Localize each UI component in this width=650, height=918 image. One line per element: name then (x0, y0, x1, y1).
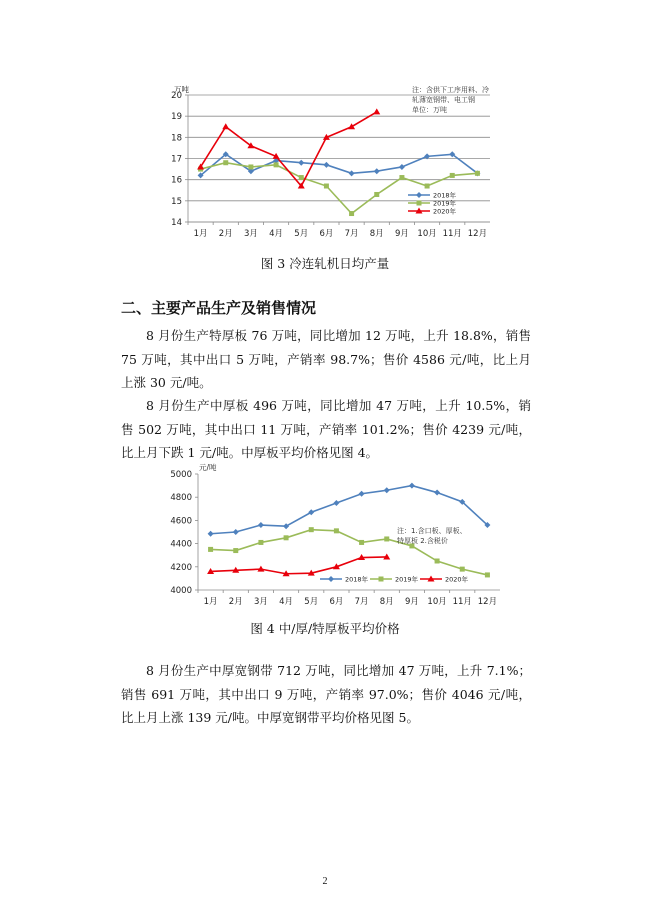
data-point-2018年 (359, 491, 365, 497)
data-point-2018年 (308, 509, 314, 515)
x-tick-label: 3月 (253, 597, 268, 607)
x-tick-label: 10月 (427, 597, 447, 607)
data-point-2019年 (233, 548, 238, 553)
x-tick-label: 1月 (193, 229, 208, 239)
x-tick-label: 8月 (369, 229, 384, 239)
chart-cold-rolling-daily-output (150, 80, 500, 245)
data-point-2019年 (334, 528, 339, 533)
data-point-2020年 (348, 123, 355, 129)
data-point-2018年 (349, 170, 355, 176)
chart-note: 轧薄宽钢带、电工钢 (412, 96, 475, 104)
x-tick-label: 12月 (467, 229, 488, 239)
data-point-2019年 (324, 184, 329, 189)
data-point-2019年 (485, 572, 490, 577)
data-point-2019年 (349, 211, 354, 216)
x-tick-label: 7月 (344, 229, 359, 239)
x-tick-label: 11月 (442, 229, 462, 239)
legend-label: 2019年 (395, 575, 419, 584)
y-tick-label: 4600 (170, 516, 192, 527)
data-point-2019年 (208, 547, 213, 552)
data-point-2018年 (298, 160, 304, 166)
data-point-2018年 (399, 164, 405, 170)
x-tick-label: 4月 (269, 229, 284, 239)
data-point-2019年 (450, 173, 455, 178)
data-point-2019年 (248, 164, 253, 169)
x-tick-label: 11月 (452, 597, 472, 607)
legend-marker (416, 192, 422, 198)
y-tick-label: 16 (171, 175, 182, 186)
y-tick-label: 15 (171, 196, 182, 207)
page-number: 2 (322, 876, 328, 887)
y-tick-label: 4400 (170, 539, 192, 550)
y-tick-label: 20 (171, 91, 182, 101)
x-tick-label: 7月 (354, 597, 369, 607)
data-point-2019年 (475, 171, 480, 176)
paragraph-hot-wide-strip: 8 月份生产中厚宽钢带 712 万吨，同比增加 47 万吨，上升 7.1%；销售 691 万吨，其中出口 9 万吨，产销率 97.0%；售价 4046 元/吨，比上月上涨 139 元/吨。中厚宽钢带平均价格见图 5。 (121, 663, 531, 725)
legend-label: 2018年 (433, 191, 457, 200)
x-tick-label: 4月 (279, 597, 294, 607)
data-point-2019年 (223, 160, 228, 165)
chart-note: 特厚板 2.含税价 (397, 537, 448, 545)
x-tick-label: 9月 (394, 229, 409, 239)
data-point-2018年 (333, 500, 339, 506)
figure-3-caption: 图 3 冷连轧机日均产量 (260, 256, 390, 271)
x-tick-label: 2月 (228, 597, 243, 607)
data-point-2019年 (284, 535, 289, 540)
chart-note: 注：1.含口板、厚板、 (397, 527, 467, 535)
data-point-2019年 (425, 184, 430, 189)
data-point-2019年 (359, 540, 364, 545)
data-point-2018年 (233, 529, 239, 535)
y-unit-label: 元/吨 (199, 463, 217, 472)
x-tick-label: 6月 (319, 229, 334, 239)
x-tick-label: 9月 (404, 597, 419, 607)
data-point-2019年 (274, 162, 279, 167)
data-point-2019年 (258, 540, 263, 545)
paragraph-medium-thick-plate: 8 月份生产中厚板 496 万吨，同比增加 47 万吨，上升 10.5%，销售 502 万吨，其中出口 11 万吨，产销率 101.2%；售价 4239 元/吨，比上月下跌 1 元/吨。中厚板平均价格见图 4。 (121, 398, 531, 460)
x-tick-label: 1月 (203, 597, 218, 607)
y-tick-label: 4000 (170, 586, 192, 596)
y-tick-label: 14 (171, 218, 182, 228)
data-point-2018年 (409, 483, 415, 489)
chart-plate-average-price (155, 458, 505, 618)
data-point-2018年 (384, 487, 390, 493)
y-tick-label: 4800 (170, 493, 192, 504)
legend-label: 2020年 (433, 207, 457, 216)
legend-marker (417, 201, 422, 206)
data-point-2019年 (309, 527, 314, 532)
section-heading: 二、主要产品生产及销售情况 (121, 299, 317, 317)
paragraph-extra-thick-plate: 8 月份生产特厚板 76 万吨，同比增加 12 万吨，上升 18.8%，销售 75 万吨，其中出口 5 万吨，产销率 98.7%；售价 4586 元/吨，比上月上涨 30 元/吨。 (121, 328, 531, 390)
x-tick-label: 10月 (417, 229, 437, 239)
x-tick-label: 12月 (477, 597, 498, 607)
data-point-2019年 (299, 175, 304, 180)
y-tick-label: 4200 (170, 562, 192, 573)
data-point-2019年 (374, 192, 379, 197)
y-tick-label: 19 (171, 112, 182, 123)
data-point-2018年 (258, 522, 264, 528)
chart-note: 注：含供下工序用料、冷 (412, 86, 489, 94)
x-tick-label: 3月 (243, 229, 258, 239)
data-point-2018年 (283, 523, 289, 529)
data-point-2019年 (460, 567, 465, 572)
data-point-2018年 (208, 531, 214, 537)
y-tick-label: 18 (171, 133, 182, 144)
x-tick-label: 5月 (294, 229, 309, 239)
x-tick-label: 6月 (329, 597, 344, 607)
y-tick-label: 5000 (170, 470, 192, 480)
x-tick-label: 5月 (304, 597, 319, 607)
chart-note: 单位：万吨 (412, 106, 447, 114)
data-point-2020年 (373, 108, 380, 114)
data-point-2019年 (399, 175, 404, 180)
x-tick-label: 2月 (218, 229, 233, 239)
legend-label: 2018年 (345, 575, 369, 584)
data-point-2018年 (374, 168, 380, 174)
legend-label: 2020年 (445, 575, 469, 584)
y-tick-label: 17 (171, 154, 182, 165)
figure-4-caption: 图 4 中/厚/特厚板平均价格 (250, 621, 400, 636)
legend-marker (379, 577, 384, 582)
data-point-2019年 (384, 536, 389, 541)
y-unit-label: 万吨 (174, 85, 189, 94)
data-point-2019年 (435, 559, 440, 564)
x-tick-label: 8月 (379, 597, 394, 607)
legend-label: 2019年 (433, 199, 457, 208)
data-point-2018年 (434, 490, 440, 496)
data-point-2018年 (323, 162, 329, 168)
data-point-2020年 (222, 123, 229, 129)
legend-marker (328, 576, 334, 582)
